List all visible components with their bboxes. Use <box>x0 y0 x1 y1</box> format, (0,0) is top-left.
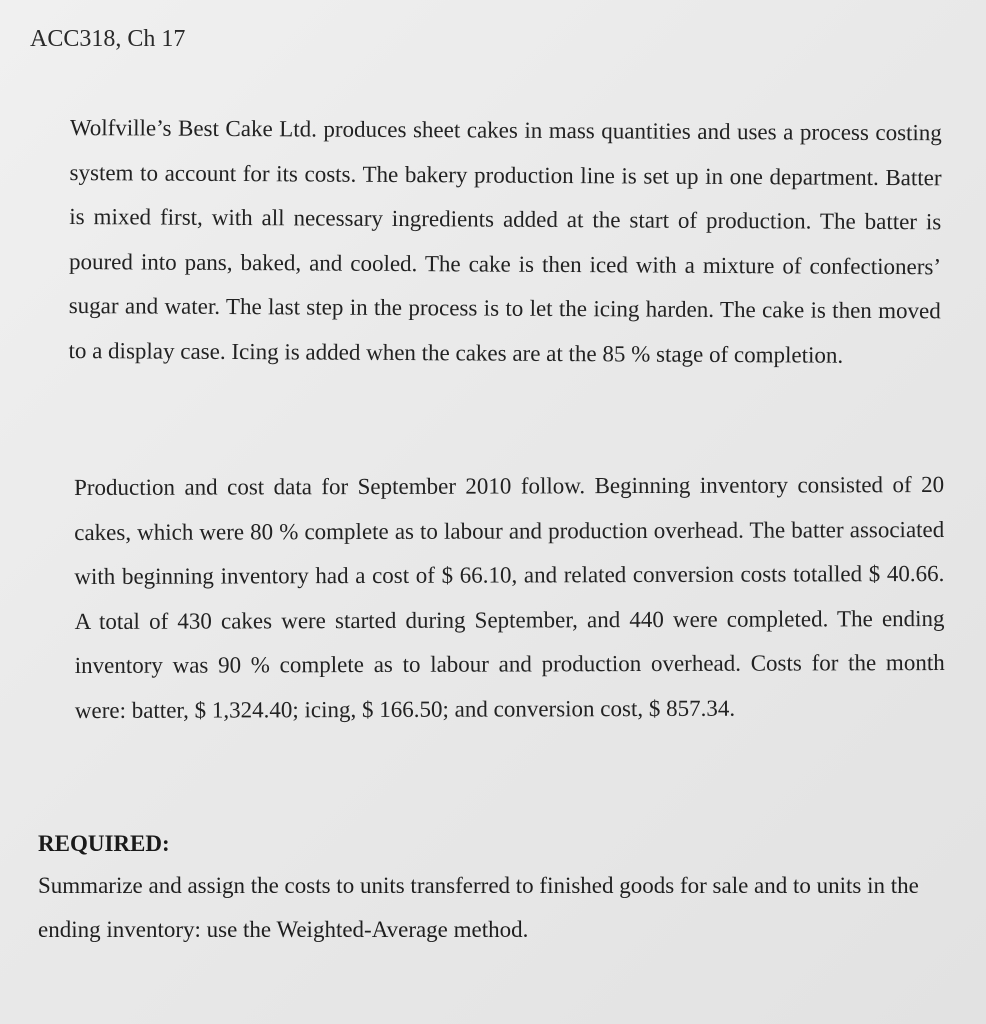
required-heading: REQUIRED: <box>38 831 170 856</box>
required-section <box>38 824 954 952</box>
required-instructions: Summarize and assign the costs to units transferred to finished goods for sale and to units in the ending inventory: use the Weighted-Average method. <box>38 873 919 942</box>
course-header: ACC318, Ch 17 <box>30 26 186 52</box>
problem-paragraph-2: Production and cost data for September 2010 follow. Beginning inventory consisted of 20 cakes, which were 80 % complete as to labour and production overhead. The batter associated with beginning inventory had a cost of $ 66.10, and related conversion costs totalled $ 40.66. A total of 430 cakes were started during September, and 440 were completed. The ending inventory was 90 % complete as to labour and production overhead. Costs for the month were: batter, $ 1,324.40; icing, $ 166.50; and conversion cost, $ 857.34. <box>74 471 945 723</box>
problem-paragraph-1: Wolfville’s Best Cake Ltd. produces sheet cakes in mass quantities and uses a process costing system to account for its costs. The bakery production line is set up in one department. Batter is mixed first, with all necessary ingredients added at the start of production. The batter is poured into pans, baked, and cooled. The cake is then iced with a mixture of confectioners’ sugar and water. The last step in the process is to let the icing harden. The cake is then moved to a display case. Icing is added when the cakes are at the 85 % stage of completion. <box>68 114 942 368</box>
